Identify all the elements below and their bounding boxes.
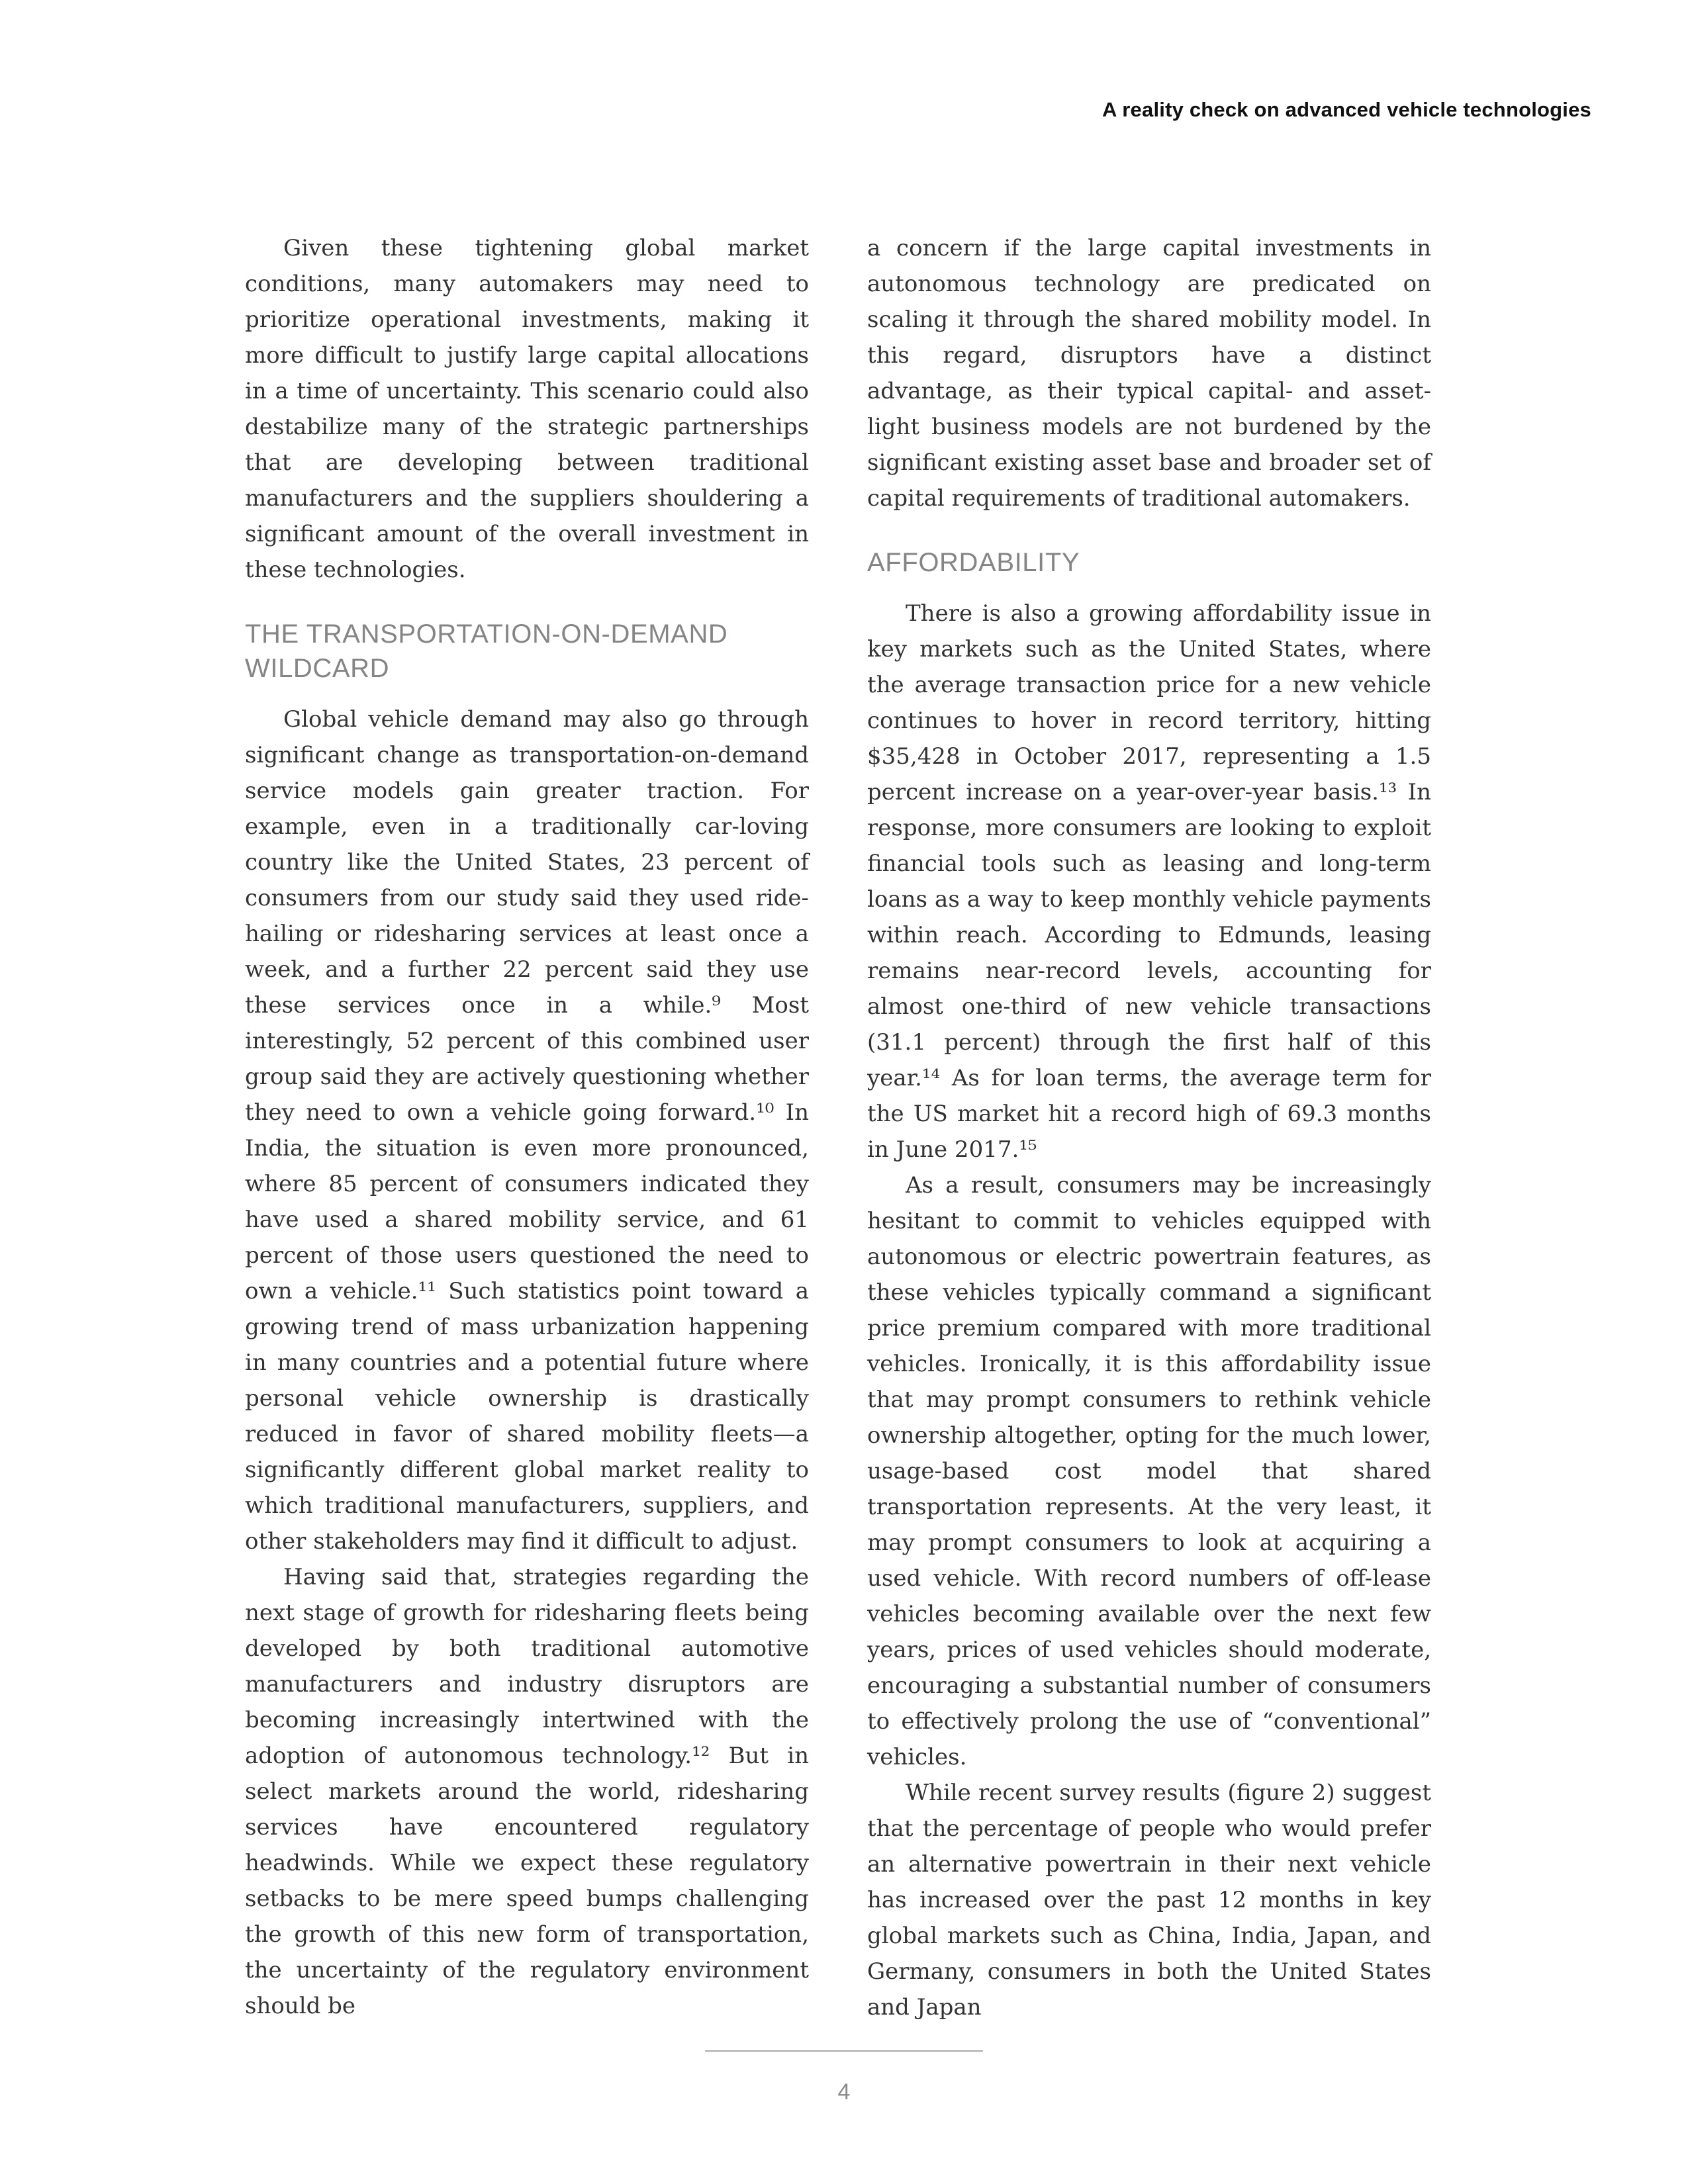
two-column-body bbox=[245, 230, 1431, 2025]
paragraph-affordability-issue: There is also a growing affordability issue in key markets such as the United States, where the average transaction price for a new vehicle continues to hover in record territory, hitting $35,428 in October 2017, representing a 1.5 percent increase on a year-over-year basis.¹³ In response, more consumers are looking to exploit financial tools such as leasing and long-term loans as a way to keep monthly vehicle payments within reach. According to Edmunds, leasing remains near-record levels, accounting for almost one-third of new vehicle transactions (31.1 percent) through the first half of this year.¹⁴ As for loan terms, the average term for the US market hit a record high of 69.3 months in June 2017.¹⁵ bbox=[867, 600, 1431, 1163]
page-number: 4 bbox=[837, 2079, 851, 2105]
paragraph-global-vehicle-demand: Global vehicle demand may also go through significant change as transportation-on-demand service models gain greater traction. For example, even in a traditionally car-loving country like the United States, 23 percent of consumers from our study said they used ride-hailing or ridesharing services at least once a week, and a further 22 percent said they use these services once in a while.⁹ Most interestingly, 52 percent of this combined user group said they are actively questioning whether they need to own a vehicle going forward.¹⁰ In India, the situation is even more pronounced, where 85 percent of consumers indicated they have used a shared mobility service, and 61 percent of those users questioned the need to own a vehicle.¹¹ Such statistics point toward a growing trend of mass urbanization happening in many countries and a potential future where personal vehicle ownership is drastically reduced in favor of shared mobility fleets—a significantly different global market reality to which traditional manufacturers, suppliers, and other stakeholders may find it difficult to adjust. bbox=[245, 706, 809, 1555]
section-heading-affordability: AFFORDABILITY bbox=[867, 548, 1080, 577]
running-head: A reality check on advanced vehicle technologies bbox=[1102, 98, 1591, 121]
footer-divider bbox=[705, 2050, 983, 2052]
right-column bbox=[867, 230, 1431, 2025]
section-heading-transportation-on-demand: THE TRANSPORTATION-ON-DEMAND WILDCARD bbox=[245, 619, 728, 683]
paragraph-market-conditions: Given these tightening global market conditions, many automakers may need to prioritize operational investments, making it more difficult to justify large capital allocations in a time of uncertainty. This scenario could also destabilize many of the strategic partnerships that are developing between traditional manufacturers and the suppliers shouldering a significant amount of the overall investment in these technologies. bbox=[245, 235, 809, 583]
paragraph-consumer-hesitancy: As a result, consumers may be increasingly hesitant to commit to vehicles equipped with autonomous or electric powertrain features, as these vehicles typically command a significant price premium compared with more traditional vehicles. Ironically, it is this affordability issue that may prompt consumers to rethink vehicle ownership altogether, opting for the much lower, usage-based cost model that shared transportation represents. At the very least, it may prompt consumers to look at acquiring a used vehicle. With record numbers of off-lease vehicles becoming available over the next few years, prices of used vehicles should moderate, encouraging a substantial number of consumers to effectively prolong the use of “conventional” vehicles. bbox=[867, 1172, 1431, 1770]
left-column bbox=[245, 230, 809, 2025]
paragraph-survey-results: While recent survey results (figure 2) suggest that the percentage of people who would prefer an alternative powertrain in their next vehicle has increased over the past 12 months in key global markets such as China, India, Japan, and Germany, consumers in both the United States and Japan bbox=[867, 1780, 1431, 2021]
paragraph-capital-investments-continuation: a concern if the large capital investments in autonomous technology are predicated on scaling it through the shared mobility model. In this regard, disruptors have a distinct advantage, as their typical capital- and asset-light business models are not burdened by the significant existing asset base and broader set of capital requirements of traditional automakers. bbox=[867, 235, 1431, 512]
paragraph-ridesharing-strategies: Having said that, strategies regarding the next stage of growth for ridesharing fleets being developed by both traditional automotive manufacturers and industry disruptors are becoming increasingly intertwined with the adoption of autonomous technology.¹² But in select markets around the world, ridesharing services have encountered regulatory headwinds. While we expect these regulatory setbacks to be mere speed bumps challenging the growth of this new form of transportation, the uncertainty of the regulatory environment should be bbox=[245, 1564, 809, 2019]
